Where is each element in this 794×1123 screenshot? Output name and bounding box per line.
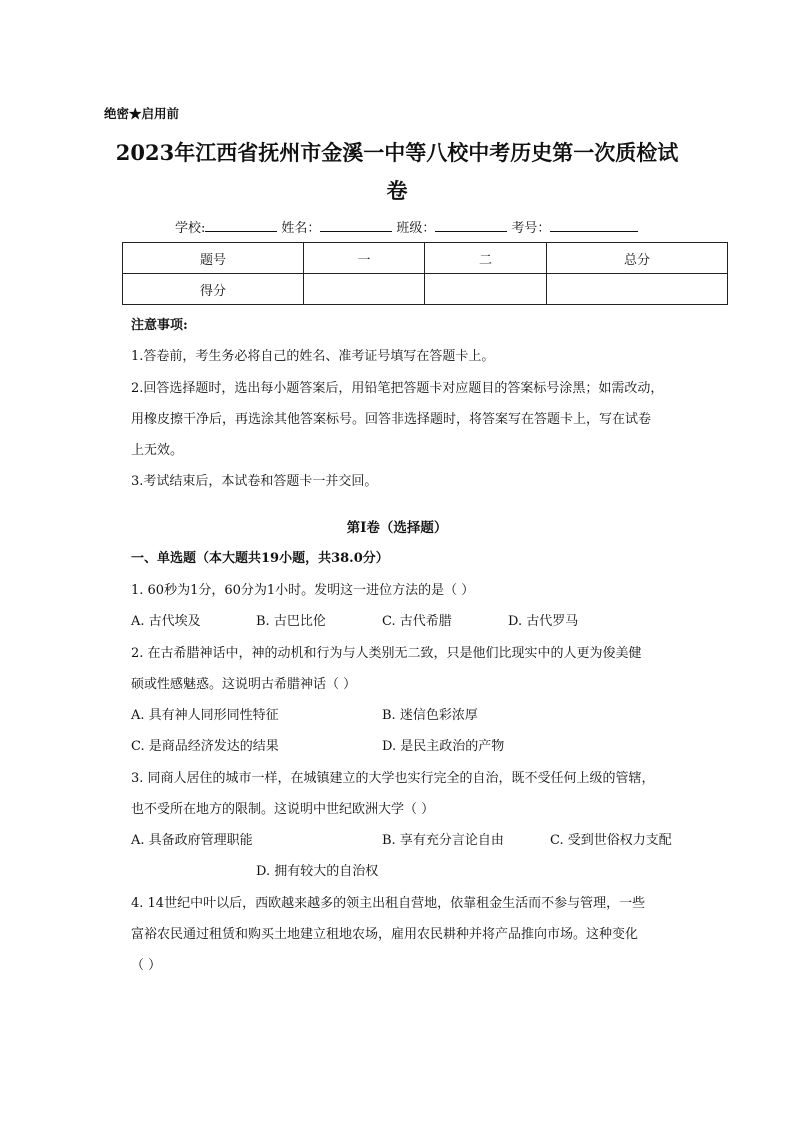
option-b[interactable]: B. 迷信色彩浓厚 (382, 708, 478, 723)
score-table (122, 242, 728, 305)
option-a[interactable]: A. 古代埃及 (131, 614, 201, 629)
notice-heading: 注意事项: (131, 318, 188, 333)
name-field[interactable] (320, 218, 392, 232)
class-field[interactable] (435, 218, 507, 232)
table-cell: 一 (304, 243, 425, 274)
notice-item: 3.考试结束后，本试卷和答题卡一并交回。 (131, 474, 378, 489)
section-title: 第I卷（选择题） (346, 520, 448, 536)
table-cell: 得分 (123, 274, 304, 305)
table-cell: 二 (425, 243, 547, 274)
option-c[interactable]: C. 古代希腊 (382, 614, 452, 629)
option-d[interactable]: D. 古代罗马 (508, 614, 579, 629)
exam-title-line1: 2023年江西省抚州市金溪一中等八校中考历史第一次质检试 (115, 140, 679, 165)
table-cell: 题号 (123, 243, 304, 274)
question-stem: 2. 在古希腊神话中，神的动机和行为与人类别无二致，只是他们比现实中的人更为俊美健 (131, 646, 642, 661)
score-cell[interactable] (547, 274, 728, 305)
score-cell[interactable] (425, 274, 547, 305)
confidential-label: 绝密★启用前 (104, 106, 180, 121)
class-label: 班级： (396, 221, 436, 236)
school-label: 学校: (175, 221, 206, 236)
notice-item: 用橡皮擦干净后，再选涂其他答案标号。回答非选择题时，将答案写在答题卡上，写在试卷 (131, 412, 652, 427)
option-c[interactable]: C. 受到世俗权力支配 (550, 833, 672, 848)
notice-item: 2.回答选择题时，选出每小题答案后，用铅笔把答题卡对应题目的答案标号涂黑；如需改动， (131, 381, 664, 396)
question-stem: 也不受所在地方的限制。这说明中世纪欧洲大学（ ） (131, 802, 435, 817)
name-label: 姓名： (281, 221, 321, 236)
notice-item: 1.答卷前，考生务必将自己的姓名、准考证号填写在答题卡上。 (131, 349, 495, 364)
question-stem: 1. 60秒为1分，60分为1小时。发明这一进位方法的是（ ） (131, 583, 475, 598)
option-b[interactable]: B. 古巴比伦 (256, 614, 326, 629)
question-stem: （ ） (131, 958, 162, 973)
exam-title-line2: 卷 (386, 178, 408, 203)
option-b[interactable]: B. 享有充分言论自由 (382, 833, 504, 848)
notice-item: 上无效。 (131, 443, 184, 458)
option-d[interactable]: D. 拥有较大的自治权 (256, 864, 379, 879)
question-stem: 3. 同商人居住的城市一样，在城镇建立的大学也实行完全的自治，既不受任何上级的管辖， (131, 771, 655, 786)
question-stem: 富裕农民通过租赁和购买土地建立租地农场，雇用农民耕种并将产品推向市场。这种变化 (131, 927, 639, 942)
option-a[interactable]: A. 具有神人同形同性特征 (131, 708, 279, 723)
question-stem: 4. 14世纪中叶以后，西欧越来越多的领主出租自营地，依靠租金生活而不参与管理，一些 (131, 896, 646, 911)
part-heading: 一、单选题（本大题共19小题，共38.0分） (131, 551, 389, 566)
option-d[interactable]: D. 是民主政治的产物 (382, 739, 505, 754)
exam-no-field[interactable] (550, 218, 638, 232)
option-a[interactable]: A. 具备政府管理职能 (131, 833, 253, 848)
table-cell: 总分 (547, 243, 728, 274)
table-row (123, 274, 728, 305)
exam-no-label: 考号： (511, 221, 551, 236)
table-row (123, 243, 728, 274)
option-c[interactable]: C. 是商品经济发达的结果 (131, 739, 279, 754)
school-field[interactable] (205, 218, 277, 232)
score-cell[interactable] (304, 274, 425, 305)
question-stem: 硕或性感魅惑。这说明古希腊神话（ ） (131, 677, 357, 692)
student-info-row (175, 217, 642, 236)
